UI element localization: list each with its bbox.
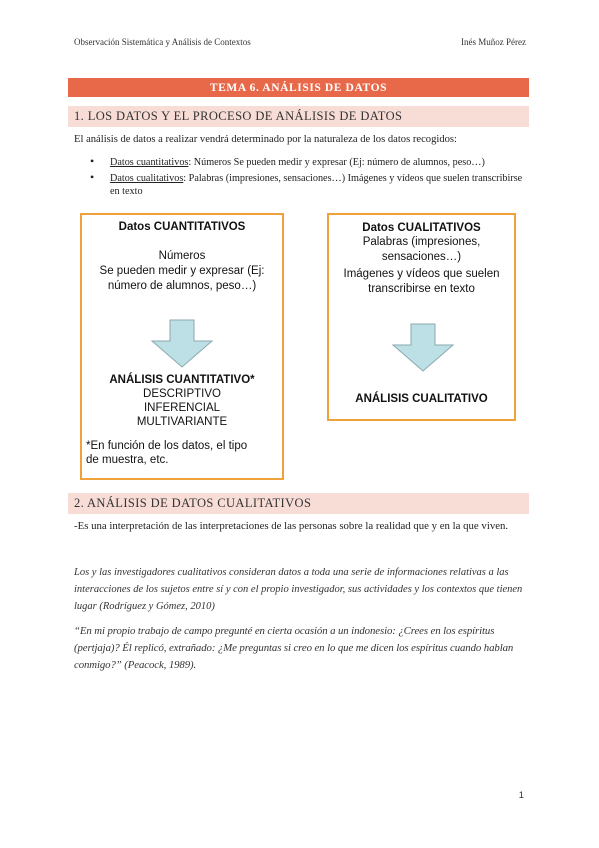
section-1-intro: El análisis de datos a realizar vendrá determinado por la naturaleza de los datos recogidos: <box>74 134 457 145</box>
section-2-definition: -Es una interpretación de las interpretaciones de las personas sobre la realidad que y en la que viven. <box>74 520 509 532</box>
qualitative-data-box <box>327 213 516 421</box>
section-2-quote: “En mi propio trabajo de campo pregunté en cierta ocasión a un indonesio: ¿Crees en los espíritus (pertjaja)? Él replicó, extrañado: ¿Me preguntas si creo en lo que me dicen los espíritus cuando hablan conmigo?” (Peacock, 1989). <box>74 625 514 671</box>
quantitative-analysis-type: DESCRIPTIVO <box>143 388 221 400</box>
quantitative-analysis-type: MULTIVARIANTE <box>136 416 228 428</box>
list-item <box>88 156 528 169</box>
quantitative-box-title: Datos CUANTITATIVOS <box>118 221 246 233</box>
qualitative-box-line: sensaciones…) <box>381 251 462 263</box>
section-2-heading: 2. ANÁLISIS DE DATOS CUALITATIVOS <box>68 493 529 514</box>
header-course-title: Observación Sistemática y Análisis de Contextos <box>74 37 251 47</box>
qualitative-analysis-title: ANÁLISIS CUALITATIVO <box>355 393 488 405</box>
qualitative-box-title: Datos CUALITATIVOS <box>362 222 481 234</box>
bullet-term-qualitative: Datos cualitativos <box>110 173 184 184</box>
qualitative-box-line: transcribirse en texto <box>368 283 475 295</box>
bullet-text-qualitative: : Palabras (impresiones, sensaciones…) Imágenes y vídeos que suelen transcribirse en texto <box>110 173 523 197</box>
bullet-term-quantitative: Datos cuantitativos <box>110 157 189 168</box>
quantitative-note: de muestra, etc. <box>86 454 169 466</box>
down-arrow-icon <box>150 319 214 369</box>
quantitative-analysis-title: ANÁLISIS CUANTITATIVO* <box>109 374 255 386</box>
document-title: TEMA 6. ANÁLISIS DE DATOS <box>68 78 529 97</box>
header-author: Inés Muñoz Pérez <box>461 37 526 47</box>
quantitative-box-line: Números <box>158 250 206 262</box>
down-arrow-icon <box>391 323 455 373</box>
quantitative-note: *En función de los datos, el tipo <box>86 440 248 452</box>
quantitative-analysis-type: INFERENCIAL <box>143 402 221 414</box>
bullet-text-quantitative: : Números Se pueden medir y expresar (Ej: número de alumnos, peso…) <box>188 157 485 168</box>
section-1-heading: 1. LOS DATOS Y EL PROCESO DE ANÁLISIS DE DATOS <box>68 106 529 127</box>
quantitative-box-line: Se pueden medir y expresar (Ej: <box>99 265 265 277</box>
quantitative-data-box <box>80 213 284 480</box>
data-types-list <box>88 156 528 201</box>
page-number: 1 <box>518 790 524 801</box>
quantitative-box-line: número de alumnos, peso…) <box>107 280 257 292</box>
qualitative-box-line: Imágenes y vídeos que suelen <box>343 268 500 280</box>
section-2-citation: Los y las investigadores cualitativos consideran datos a toda una serie de informaciones relativas a las interacciones de los sujetos entre sí y con el propio investigador, sus actividades y los contextos que tienen lugar (Rodríguez y Gómez, 2010) <box>74 567 523 612</box>
list-item <box>88 172 528 198</box>
qualitative-box-line: Palabras (impresiones, <box>362 236 481 248</box>
